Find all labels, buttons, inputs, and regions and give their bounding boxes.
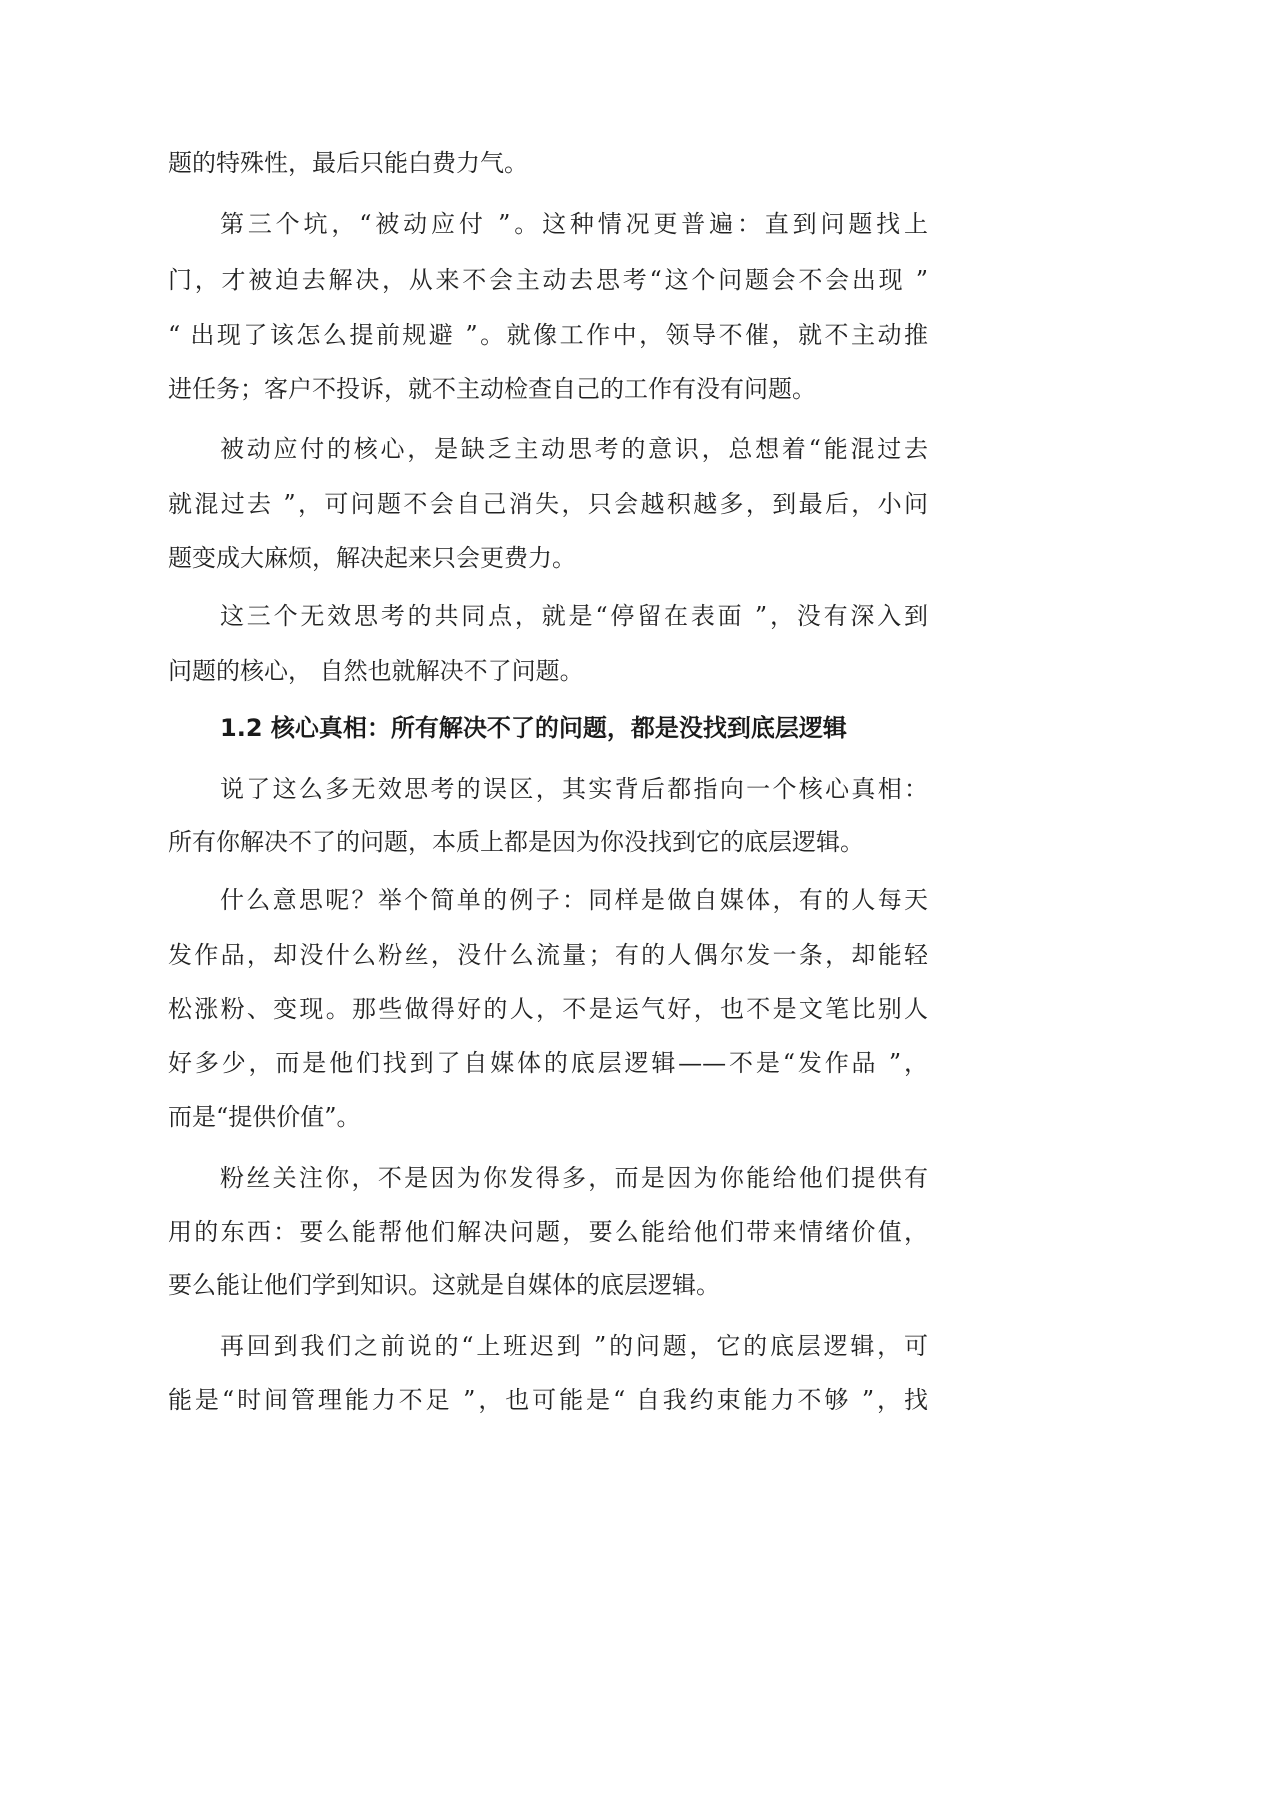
paragraph-line: 说了这么多无效思考的误区，其实背后都指向一个核心真相：: [220, 775, 928, 803]
paragraph-line: 而是“提供价值”。: [168, 1103, 361, 1131]
paragraph-line: 好多少，而是他们找到了自媒体的底层逻辑——不是“发作品 ”，: [168, 1049, 928, 1077]
paragraph-line: 题的特殊性，最后只能白费力气。: [168, 149, 528, 177]
paragraph-line: 这三个无效思考的共同点，就是“停留在表面 ”，没有深入到: [220, 602, 928, 630]
paragraph-line: 用的东西：要么能帮他们解决问题，要么能给他们带来情绪价值，: [168, 1218, 928, 1246]
paragraph-line: 所有你解决不了的问题，本质上都是因为你没找到它的底层逻辑。: [168, 828, 864, 856]
paragraph-line: 门，才被迫去解决，从来不会主动去思考“这个问题会不会出现 ”: [168, 266, 928, 294]
paragraph-line: 被动应付的核心，是缺乏主动思考的意识，总想着“能混过去: [220, 435, 928, 463]
paragraph-line: 再回到我们之前说的“上班迟到 ”的问题，它的底层逻辑，可: [220, 1332, 928, 1360]
paragraph-line: 第三个坑，“被动应付 ”。这种情况更普遍：直到问题找上: [220, 210, 928, 238]
paragraph-line: 什么意思呢？举个简单的例子：同样是做自媒体，有的人每天: [220, 886, 928, 914]
paragraph-line: “ 出现了该怎么提前规避 ”。就像工作中，领导不催，就不主动推: [168, 321, 928, 349]
paragraph-line: 进任务；客户不投诉，就不主动检查自己的工作有没有问题。: [168, 375, 816, 403]
paragraph-line: 问题的核心， 自然也就解决不了问题。: [168, 657, 584, 685]
paragraph-line: 要么能让他们学到知识。这就是自媒体的底层逻辑。: [168, 1271, 720, 1299]
paragraph-line: 就混过去 ”，可问题不会自己消失，只会越积越多，到最后，小问: [168, 490, 928, 518]
paragraph-line: 粉丝关注你，不是因为你发得多，而是因为你能给他们提供有: [220, 1164, 928, 1192]
paragraph-line: 松涨粉、变现。那些做得好的人，不是运气好，也不是文笔比别人: [168, 995, 928, 1023]
paragraph-line: 发作品，却没什么粉丝，没什么流量；有的人偶尔发一条，却能轻: [168, 941, 928, 969]
paragraph-line: 能是“时间管理能力不足 ”，也可能是“ 自我约束能力不够 ”，找: [168, 1386, 928, 1414]
section-heading: 1.2 核心真相：所有解决不了的问题，都是没找到底层逻辑: [220, 714, 847, 742]
paragraph-line: 题变成大麻烦，解决起来只会更费力。: [168, 544, 576, 572]
